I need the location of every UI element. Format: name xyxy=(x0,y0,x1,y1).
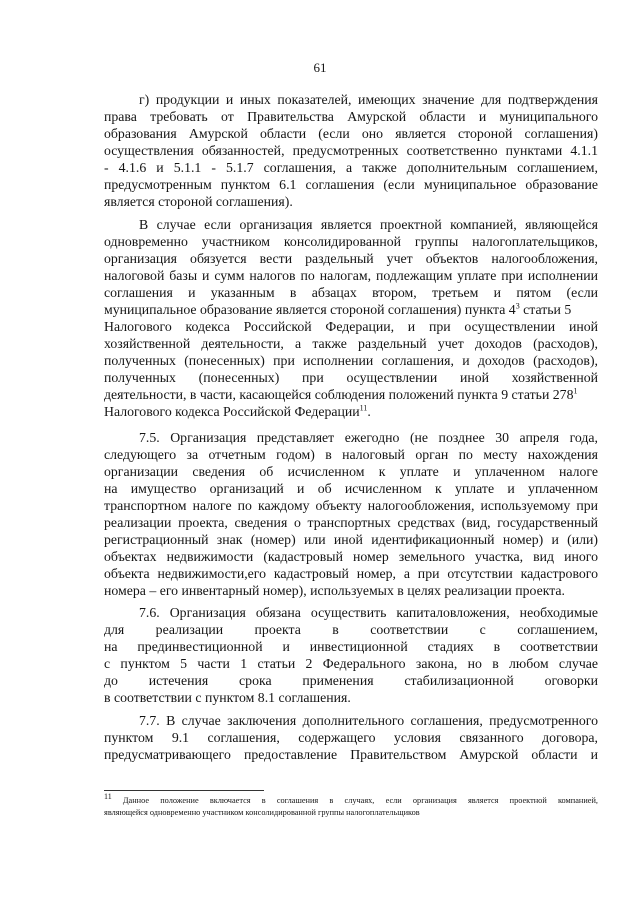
text-line: организация обязуется вести раздельный учет объектов налогообложения, xyxy=(104,251,598,266)
text-line: на имущество организаций и об исчисленном к уплате и уплаченном xyxy=(104,481,598,496)
text-line: следующего за отчетным годом) в налоговый орган по месту нахождения xyxy=(104,447,598,462)
text-line: г) продукции и иных показателей, имеющих значение для подтверждения xyxy=(139,92,598,107)
text-line: транспортном налоге по каждому объекту налогообложения, используемому при xyxy=(104,498,598,513)
text-fragment: статьи 5 xyxy=(523,302,572,317)
text-line xyxy=(104,403,598,420)
text-fragment: муниципальное образование является стороной соглашения) пункта 4 xyxy=(104,302,516,317)
text-line: объектах недвижимости (кадастровый номер земельного участка, вид иного xyxy=(104,549,598,564)
footnote-reference: 11 xyxy=(359,403,368,413)
text-line: в соответствии с пунктом 8.1 соглашения. xyxy=(104,690,351,705)
text-line: организации сведения об исчисленном к уплате и уплаченном налоге xyxy=(104,464,598,479)
text-line: с пунктом 5 части 1 статьи 2 Федерального закона, но в любом случае xyxy=(104,656,598,671)
text-line: полученных (понесенных) при осуществлении иной хозяйственной xyxy=(104,370,598,385)
footnote-line: являющейся одновременно участником консолидированной группы налогоплательщиков xyxy=(104,808,420,817)
text-line: регистрационный знак (номер) или иной идентификационный номер) и (или) xyxy=(104,532,598,547)
text-fragment: . xyxy=(367,404,371,419)
text-line: для реализации проекта в соответствии с соглашением, xyxy=(104,622,598,637)
text-line: на прединвестиционной и инвестиционной стадиях в соответствии xyxy=(104,639,598,654)
text-line: пунктом 9.1 соглашения, содержащего условия связанного договора, xyxy=(104,730,598,745)
text-line: права требовать от Правительства Амурской области и муниципального xyxy=(104,109,598,124)
text-line: осуществления обязанностей, предусмотренных соответственно пунктами 4.1.1 xyxy=(104,143,598,158)
text-line: - 4.1.6 и 5.1.1 - 5.1.7 соглашения, а также дополнительным соглашением, xyxy=(104,160,598,175)
superscript: 1 xyxy=(573,386,578,396)
footnote-marker: 11 xyxy=(104,792,112,802)
footnote-divider xyxy=(104,790,264,791)
page-number: 61 xyxy=(313,60,327,75)
text-line: одновременно участником консолидированной группы налогоплательщиков, xyxy=(104,234,598,249)
text-line: хозяйственной деятельности, а также раздельный учет доходов (расходов), xyxy=(104,336,598,351)
text-line: является стороной соглашения). xyxy=(104,194,293,209)
text-line: В случае если организация является проектной компанией, являющейся xyxy=(139,217,598,232)
text-fragment: деятельности, в части, касающейся соблюдения положений пункта 9 статьи 278 xyxy=(104,387,574,402)
text-line: 7.7. В случае заключения дополнительного соглашения, предусмотренного xyxy=(139,713,598,728)
text-fragment: Налогового кодекса Российской Федерации xyxy=(104,404,360,419)
text-line: реализации проекта, сведения о транспортных средствах (вид, государственный xyxy=(104,515,598,530)
text-line: налоговой базы и сумм налогов по налогам, подлежащим уплате при исполнении xyxy=(104,268,598,283)
text-line: до истечения срока применения стабилизационной оговорки xyxy=(104,673,598,688)
text-line: образования Амурской области (если оно является стороной соглашения) xyxy=(104,126,598,141)
text-line: предусматривающего предоставление Правительством Амурской области и xyxy=(104,747,598,762)
footnote-text: Данное положение включается в соглашения в случаях, если организация является проектной компанией, xyxy=(111,796,598,805)
text-line: 7.5. Организация представляет ежегодно (не позднее 30 апреля года, xyxy=(139,430,598,445)
text-line xyxy=(104,386,598,403)
text-line xyxy=(104,301,598,318)
text-line: Налогового кодекса Российской Федерации, и при осуществлении иной xyxy=(104,319,598,334)
text-line: соглашения и указанным в абзацах втором, третьем и пятом (если xyxy=(104,285,598,300)
text-line: полученных (понесенных) при исполнении соглашения, и доходов (расходов), xyxy=(104,353,598,368)
text-line: объекта недвижимости,его кадастровый номер, а при отсутствии кадастрового xyxy=(104,566,598,581)
superscript: 3 xyxy=(515,301,520,311)
text-line: номера – его инвентарный номер), используемых в целях реализации проекта. xyxy=(104,583,565,598)
text-line: предусмотренным пунктом 6.1 соглашения (если муниципальное образование xyxy=(104,177,598,192)
footnote-line xyxy=(104,792,598,807)
text-line: 7.6. Организация обязана осуществить капиталовложения, необходимые xyxy=(139,605,598,620)
